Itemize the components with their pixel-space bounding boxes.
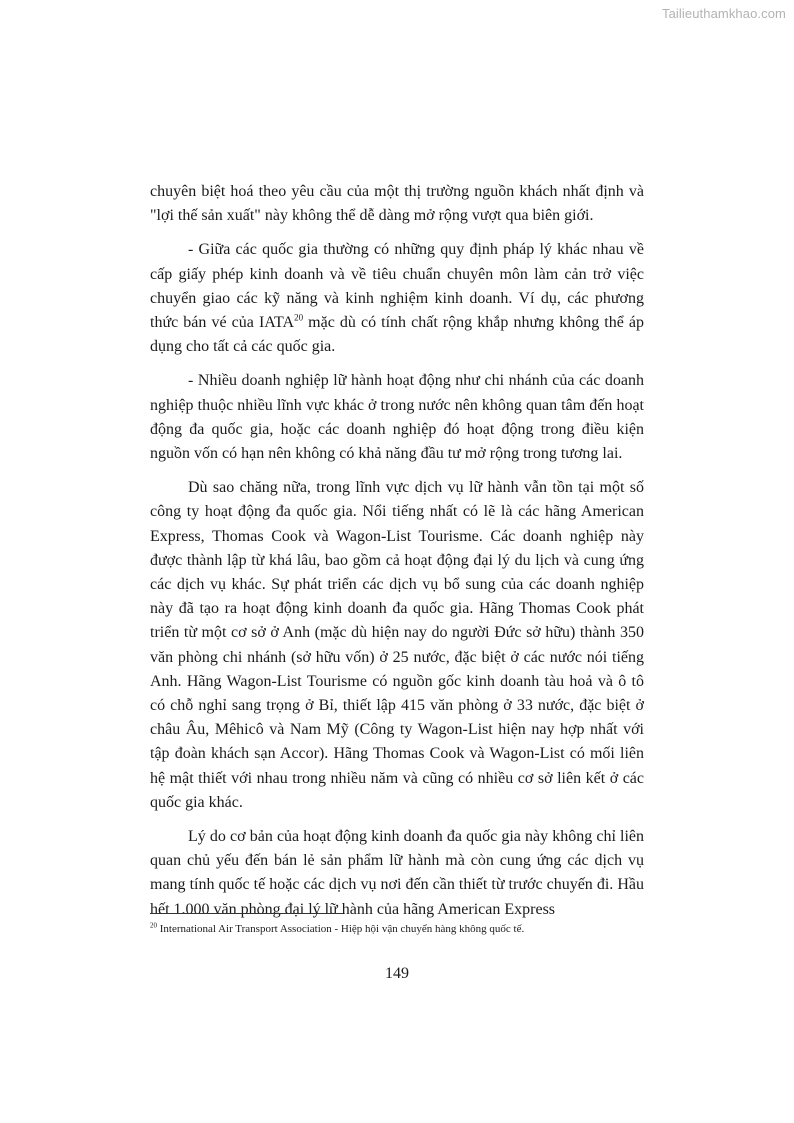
paragraph-1: chuyên biệt hoá theo yêu cầu của một thị trường nguồn khách nhất định và "lợi thế sản xuất" này không thể dễ dàng mở rộng vượt qua biên giới. — [150, 183, 644, 225]
footnote-reference: 20 — [294, 312, 304, 323]
footnote-number: 20 — [150, 921, 157, 930]
paragraph-2-text-b: mặc dù có tính chất rộng khắp nhưng không thể áp dụng cho tất cả các quốc gia. — [150, 314, 644, 356]
paragraph-2-text-a: - Giữa các quốc gia thường có những quy định pháp lý khác nhau về cấp giấy phép kinh doanh và về tiêu chuẩn chuyên môn làm cản trở việc chuyển giao các kỹ năng và kinh nghiệm kinh doanh. Ví dụ, các phương thức bán vé của IATA — [150, 241, 644, 332]
footnote-text: International Air Transport Association - Hiệp hội vận chuyển hàng không quốc tế. — [157, 923, 525, 935]
footnote-separator — [150, 913, 343, 914]
footnote — [150, 922, 644, 936]
watermark: Tailieuthamkhao.com — [661, 6, 786, 21]
page-number: 149 — [385, 965, 409, 982]
paragraph-4: Dù sao chăng nữa, trong lĩnh vực dịch vụ lữ hành vẫn tồn tại một số công ty hoạt động đa quốc gia. Nổi tiếng nhất có lẽ là các hãng American Express, Thomas Cook và Wagon-List Tourisme. Các doanh nghiệp này được thành lập từ khá lâu, bao gồm cả hoạt động đại lý du lịch và cung ứng các dịch vụ khác. Sự phát triển các dịch vụ bổ sung của các doanh nghiệp này đã tạo ra hoạt động kinh doanh đa quốc gia. Hãng Thomas Cook phát triển từ một cơ sở ở Anh (mặc dù hiện nay do người Đức sở hữu) thành 350 văn phòng chi nhánh (sở hữu vốn) ở 25 nước, đặc biệt ở các nước nói tiếng Anh. Hãng Wagon-List Tourisme có nguồn gốc kinh doanh tàu hoả và ô tô có chỗ nghỉ sang trọng ở Bỉ, thiết lập 415 văn phòng ở 33 nước, đặc biệt ở châu Âu, Mêhicô và Nam Mỹ (Công ty Wagon-List hiện nay hợp nhất với tập đoàn khách sạn Accor). Hãng Thomas Cook và Wagon-List có mối liên hệ mật thiết với nhau trong nhiều năm và cũng có nhiều cơ sở liên kết ở các quốc gia khác. — [150, 479, 644, 811]
page-body — [150, 180, 644, 932]
paragraph-3: - Nhiều doanh nghiệp lữ hành hoạt động như chi nhánh của các doanh nghiệp thuộc nhiều lĩnh vực khác ở trong nước nên không quan tâm đến hoạt động đa quốc gia, hoặc các doanh nghiệp đó hoạt động trong điều kiện nguồn vốn có hạn nên không có khả năng đầu tư mở rộng trong tương lai. — [150, 372, 644, 463]
paragraph-5: Lý do cơ bản của hoạt động kinh doanh đa quốc gia này không chỉ liên quan chủ yếu đến bán lẻ sản phẩm lữ hành mà còn cung ứng các dịch vụ mang tính quốc tế hoặc các dịch vụ nơi đến cần thiết từ trước chuyến đi. Hầu hết 1.000 văn phòng đại lý lữ hành của hãng American Express — [150, 828, 644, 918]
paragraph-2 — [150, 238, 644, 359]
